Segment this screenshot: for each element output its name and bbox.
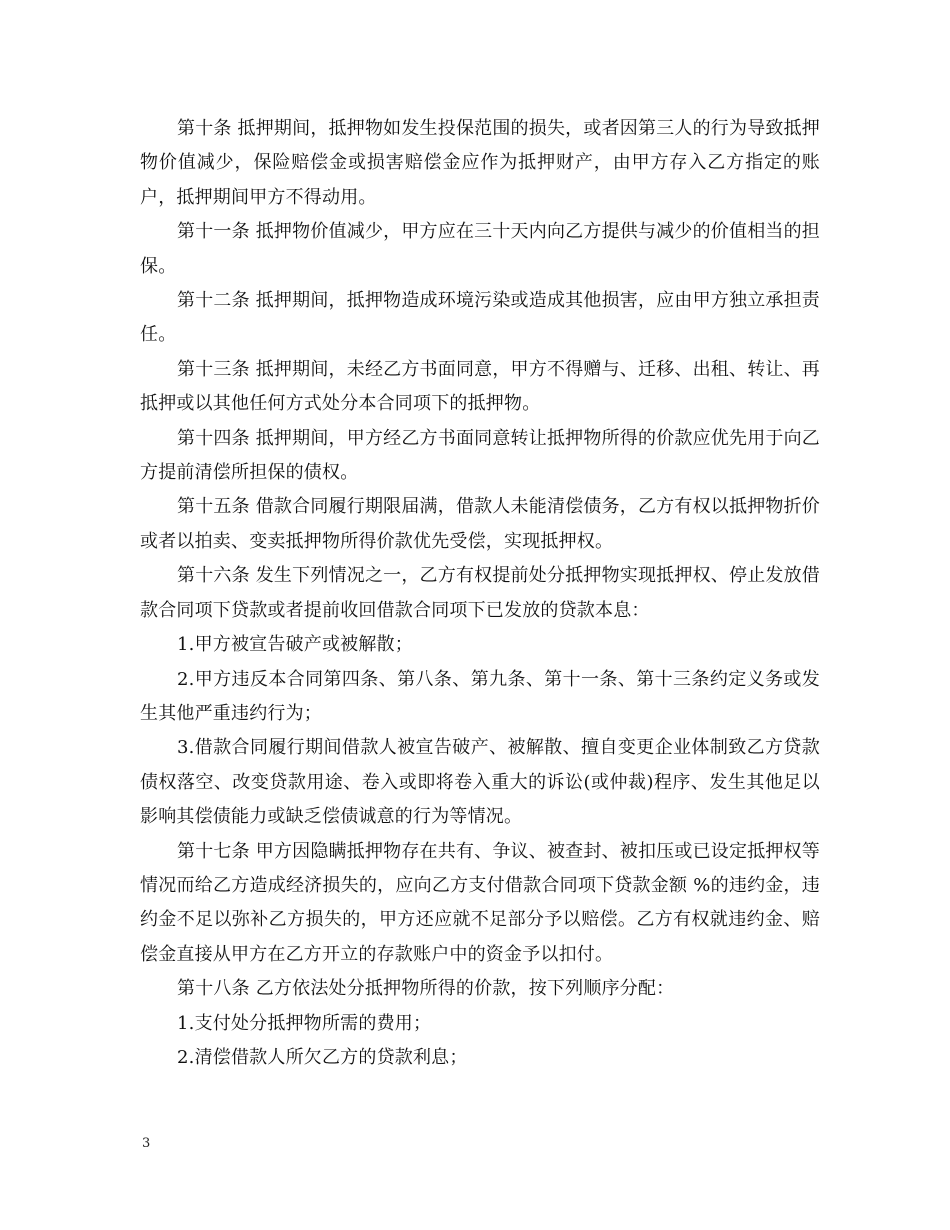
clause-10: 第十条 抵押期间，抵押物如发生投保范围的损失，或者因第三人的行为导致抵押物价值减少，保险赔偿金或损害赔偿金应作为抵押财产，由甲方存入乙方指定的账户，抵押期间甲方不得动用。 [140, 118, 820, 208]
clause-12: 第十二条 抵押期间，抵押物造成环境污染或造成其他损害，应由甲方独立承担责任。 [140, 290, 820, 346]
clause-18-item-2: 2.清偿借款人所欠乙方的贷款利息； [177, 1046, 468, 1068]
clause-18-item-1: 1.支付处分抵押物所需的费用； [177, 1012, 432, 1034]
page-number: 3 [142, 1136, 151, 1151]
clause-16-item-2: 2.甲方违反本合同第四条、第八条、第九条、第十一条、第十三条约定义务或发生其他严重违约行为； [140, 668, 820, 724]
clause-13: 第十三条 抵押期间，未经乙方书面同意，甲方不得赠与、迁移、出租、转让、再抵押或以其他任何方式处分本合同项下的抵押物。 [140, 358, 820, 415]
clause-16-item-3: 3.借款合同履行期间借款人被宣告破产、被解散、擅自变更企业体制致乙方贷款债权落空、改变贷款用途、卷入或即将卷入重大的诉讼(或仲裁)程序、发生其他足以影响其偿债能力或缺乏偿债诚意的行为等情况。 [140, 737, 820, 828]
clause-17: 第十七条 甲方因隐瞒抵押物存在共有、争议、被查封、被扣压或已设定抵押权等情况而给乙方造成经济损失的，应向乙方支付借款合同项下贷款金额 %的违约金，违约金不足以弥补乙方损失的，甲方还应就不足部分予以赔偿。乙方有权就违约金、赔偿金直接从甲方在乙方开立的存款账户中的资金予以扣付。 [140, 840, 820, 965]
contract-body [140, 112, 820, 1075]
clause-11: 第十一条 抵押物价值减少，甲方应在三十天内向乙方提供与减少的价值相当的担保。 [140, 221, 820, 277]
clause-15: 第十五条 借款合同履行期限届满，借款人未能清偿债务，乙方有权以抵押物折价或者以拍卖、变卖抵押物所得价款优先受偿，实现抵押权。 [140, 496, 820, 552]
clause-18: 第十八条 乙方依法处分抵押物所得的价款，按下列顺序分配： [177, 978, 675, 1000]
clause-14: 第十四条 抵押期间，甲方经乙方书面同意转让抵押物所得的价款应优先用于向乙方提前清偿所担保的债权。 [140, 427, 820, 484]
clause-16-item-1: 1.甲方被宣告破产或被解散； [177, 634, 413, 656]
clause-16: 第十六条 发生下列情况之一，乙方有权提前处分抵押物实现抵押权、停止发放借款合同项下贷款或者提前收回借款合同项下已发放的贷款本息： [140, 565, 820, 621]
